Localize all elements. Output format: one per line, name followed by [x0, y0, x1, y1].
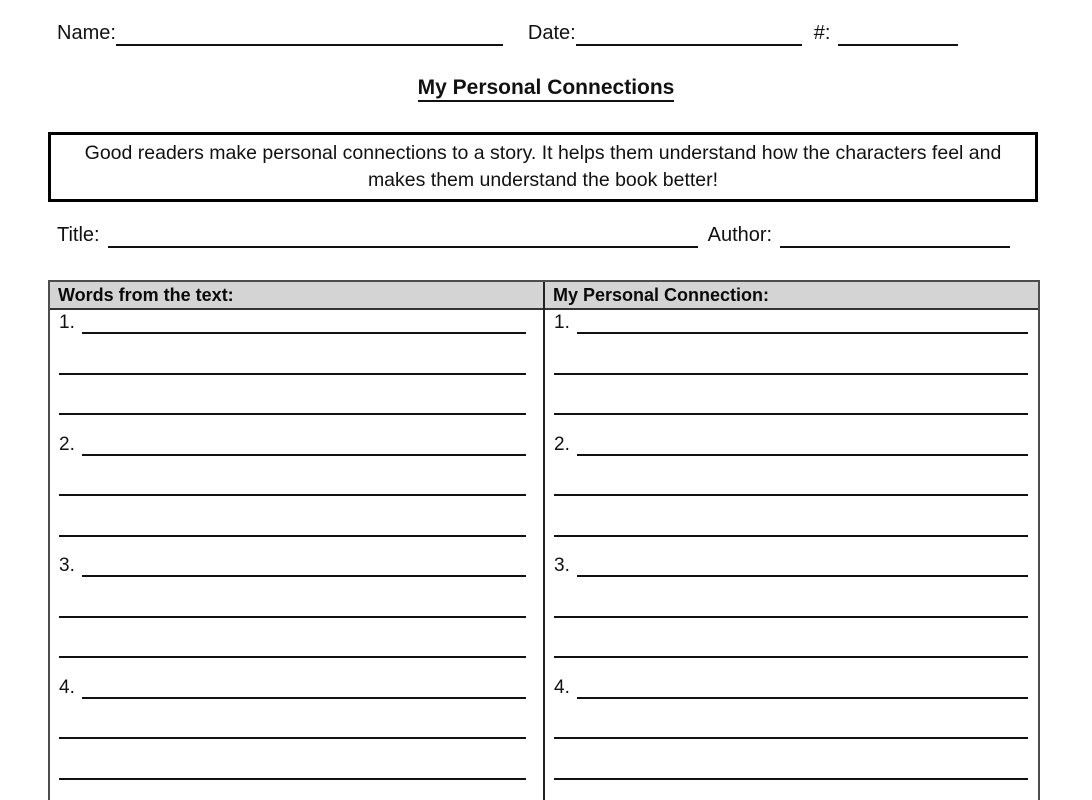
entry-row — [50, 456, 543, 497]
write-line — [554, 484, 1028, 496]
write-line — [554, 363, 1028, 375]
write-line — [577, 322, 1028, 334]
entry-number: 4. — [554, 676, 570, 698]
entry-row — [545, 537, 1038, 578]
entry-row — [50, 577, 543, 618]
entry-row — [50, 310, 543, 334]
column-words-from-text — [50, 282, 545, 800]
entry-row — [545, 618, 1038, 659]
column-header-words: Words from the text: — [50, 282, 543, 310]
entry-row — [50, 375, 543, 416]
date-label: Date: — [527, 22, 576, 44]
entry-row — [545, 496, 1038, 537]
entry-number: 1. — [59, 312, 75, 333]
entry-row — [545, 739, 1038, 780]
write-line — [59, 525, 526, 537]
instruction-text: Good readers make personal connections to a story. It helps them understand how the characters feel and makes them understand the book better! — [84, 142, 1002, 191]
entry-row — [50, 415, 543, 456]
entry-row — [545, 375, 1038, 416]
entry-row — [50, 618, 543, 659]
entry-row — [545, 699, 1038, 740]
write-line — [82, 444, 526, 456]
date-blank-line — [576, 22, 802, 46]
write-line — [554, 727, 1028, 739]
column-body-connection — [545, 310, 1038, 800]
entry-number: 3. — [554, 555, 570, 576]
entry-row — [50, 334, 543, 375]
entry-row — [545, 658, 1038, 699]
write-line — [59, 363, 526, 375]
author-label: Author: — [707, 224, 773, 246]
entry-number: 2. — [554, 433, 570, 455]
book-info-row — [57, 222, 1010, 248]
instruction-box — [48, 132, 1038, 202]
entry-row — [545, 415, 1038, 456]
write-line — [577, 444, 1028, 456]
write-line — [59, 403, 526, 415]
entry-row — [50, 537, 543, 578]
write-line — [554, 606, 1028, 618]
write-line — [577, 687, 1028, 699]
entry-number: 4. — [59, 676, 75, 698]
write-line — [82, 322, 526, 334]
write-line — [59, 727, 526, 739]
entry-row — [545, 310, 1038, 334]
entry-row — [545, 577, 1038, 618]
write-line — [59, 646, 526, 658]
author-blank-line — [780, 224, 1010, 248]
entry-number: 2. — [59, 433, 75, 455]
entry-row — [50, 699, 543, 740]
write-line — [577, 565, 1028, 577]
name-blank-line — [116, 22, 503, 46]
write-line — [82, 565, 526, 577]
page-title-wrap — [0, 76, 1092, 100]
write-line — [82, 687, 526, 699]
column-body-words — [50, 310, 543, 800]
write-line — [554, 768, 1028, 780]
write-line — [59, 768, 526, 780]
write-line — [554, 403, 1028, 415]
page-title: My Personal Connections — [418, 76, 675, 102]
entry-number: 1. — [554, 312, 570, 333]
write-line — [59, 606, 526, 618]
column-header-connection: My Personal Connection: — [545, 282, 1038, 310]
entry-row — [50, 496, 543, 537]
entry-row — [545, 334, 1038, 375]
entry-row — [545, 456, 1038, 497]
number-label: #: — [813, 22, 831, 44]
column-personal-connection — [545, 282, 1038, 800]
name-label: Name: — [57, 22, 116, 44]
book-title-blank-line — [108, 224, 698, 248]
book-title-label: Title: — [57, 224, 100, 246]
entry-row — [50, 739, 543, 780]
connections-table — [48, 280, 1040, 800]
number-blank-line — [838, 22, 958, 46]
entry-row — [50, 658, 543, 699]
student-info-row — [57, 20, 958, 46]
entry-number: 3. — [59, 555, 75, 576]
write-line — [554, 646, 1028, 658]
write-line — [59, 484, 526, 496]
write-line — [554, 525, 1028, 537]
